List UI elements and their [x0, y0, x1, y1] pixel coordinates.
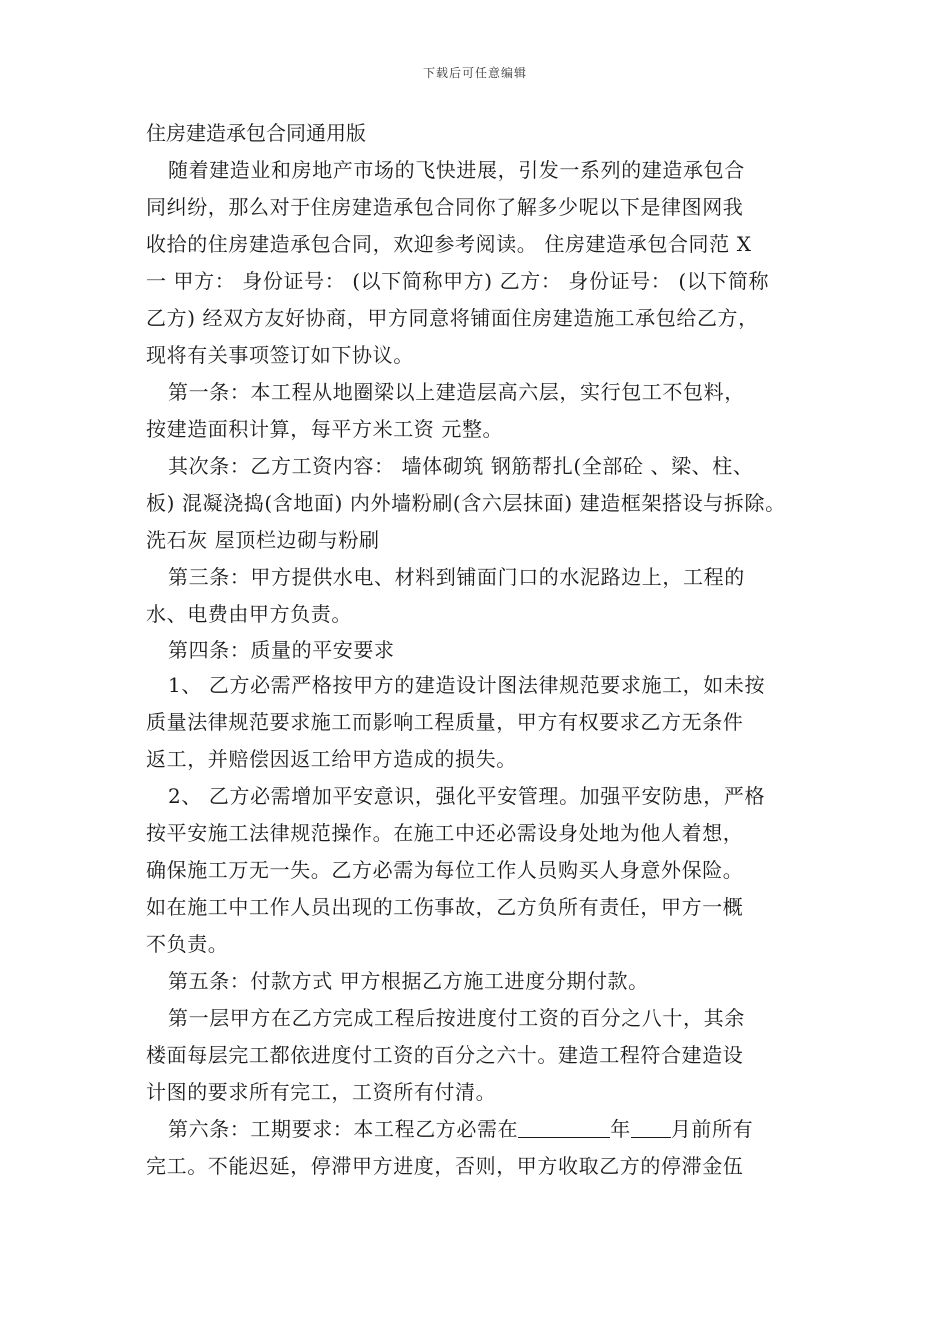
text-line: 计图的要求所有完工，工资所有付清。: [146, 1080, 497, 1104]
text-line: 一 甲方： 身份证号： (以下简称甲方) 乙方： 身份证号： (以下简称: [146, 269, 770, 293]
text-line: 乙方) 经双方友好协商，甲方同意将铺面住房建造施工承包给乙方，: [146, 306, 759, 330]
document-body: [146, 118, 822, 1185]
year-label: 年: [610, 1117, 631, 1141]
text-line: 第三条：甲方提供水电、材料到铺面门口的水泥路边上，工程的: [168, 565, 745, 589]
text-line: 按建造面积计算，每平方米工资 元整。: [146, 417, 504, 441]
text-line: 如在施工中工作人员出现的工伤事故，乙方负所有责任，甲方一概: [146, 895, 744, 919]
text-line: [146, 1111, 822, 1148]
text-line: 第五条：付款方式 甲方根据乙方施工进度分期付款。: [168, 969, 649, 993]
paragraph-article-4-2: [146, 778, 822, 963]
text-line: 收拾的住房建造承包合同，欢迎参考阅读。 住房建造承包合同范 X: [146, 232, 752, 256]
text-line: 1、 乙方必需严格按甲方的建造设计图法律规范要求施工，如未按: [168, 673, 766, 697]
paragraph-article-6: [146, 1111, 822, 1185]
text-line: 质量法律规范要求施工而影响工程质量，甲方有权要求乙方无条件: [146, 710, 744, 734]
text-line: 板) 混凝浇捣(含地面) 内外墙粉刷(含六层抹面) 建造框架搭设与拆除。: [146, 491, 786, 515]
paragraph-article-5-detail: [146, 1000, 822, 1111]
text-line: 不负责。: [146, 932, 229, 956]
header-note: 下载后可任意编辑: [422, 66, 527, 80]
text-line: 同纠纷，那么对于住房建造承包合同你了解多少呢以下是律图网我: [146, 195, 744, 219]
text-line: 第一条：本工程从地圈梁以上建造层高六层，实行包工不包料，: [168, 380, 745, 404]
article-6-lead: 第六条：工期要求：本工程乙方必需在: [168, 1117, 519, 1141]
paragraph-article-4-1: [146, 667, 822, 778]
paragraph-article-3: [146, 559, 822, 633]
month-blank: [631, 1119, 671, 1138]
paragraph-article-5: [146, 963, 822, 1000]
text-line: 其次条：乙方工资内容： 墙体砌筑 钢筋帮扎(全部砼 、梁、柱、: [168, 454, 754, 478]
document-title: 住房建造承包合同通用版: [146, 121, 366, 145]
paragraph-intro: [146, 152, 822, 374]
paragraph-article-4: [146, 633, 822, 667]
paragraph-article-1: [146, 374, 822, 448]
text-line: 确保施工万无一失。乙方必需为每位工作人员购买人身意外保险。: [146, 858, 744, 882]
text-line: 随着建造业和房地产市场的飞快进展，引发一系列的建造承包合: [168, 158, 745, 182]
paragraph-article-2: [146, 448, 822, 559]
text-line: 第一层甲方在乙方完成工程后按进度付工资的百分之八十，其余: [168, 1006, 745, 1030]
text-line: 洗石灰 屋顶栏边砌与粉刷: [146, 528, 380, 552]
text-line: 现将有关事项签订如下协议。: [146, 343, 414, 367]
text-line: 2、 乙方必需增加平安意识，强化平安管理。加强平安防患，严格: [168, 784, 766, 808]
text-line: 按平安施工法律规范操作。在施工中还必需设身处地为他人着想，: [146, 821, 744, 845]
article-6-tail: 月前所有: [670, 1117, 754, 1141]
text-line: 楼面每层完工都依进度付工资的百分之六十。建造工程符合建造设: [146, 1043, 744, 1067]
text-line: 完工。不能迟延，停滞甲方进度，否则，甲方收取乙方的停滞金伍: [146, 1154, 744, 1178]
text-line: 水、电费由甲方负责。: [146, 602, 352, 626]
text-line: 返工，并赔偿因返工给甲方造成的损失。: [146, 747, 517, 771]
year-blank: [518, 1119, 610, 1138]
text-line: 第四条：质量的平安要求: [168, 638, 395, 662]
